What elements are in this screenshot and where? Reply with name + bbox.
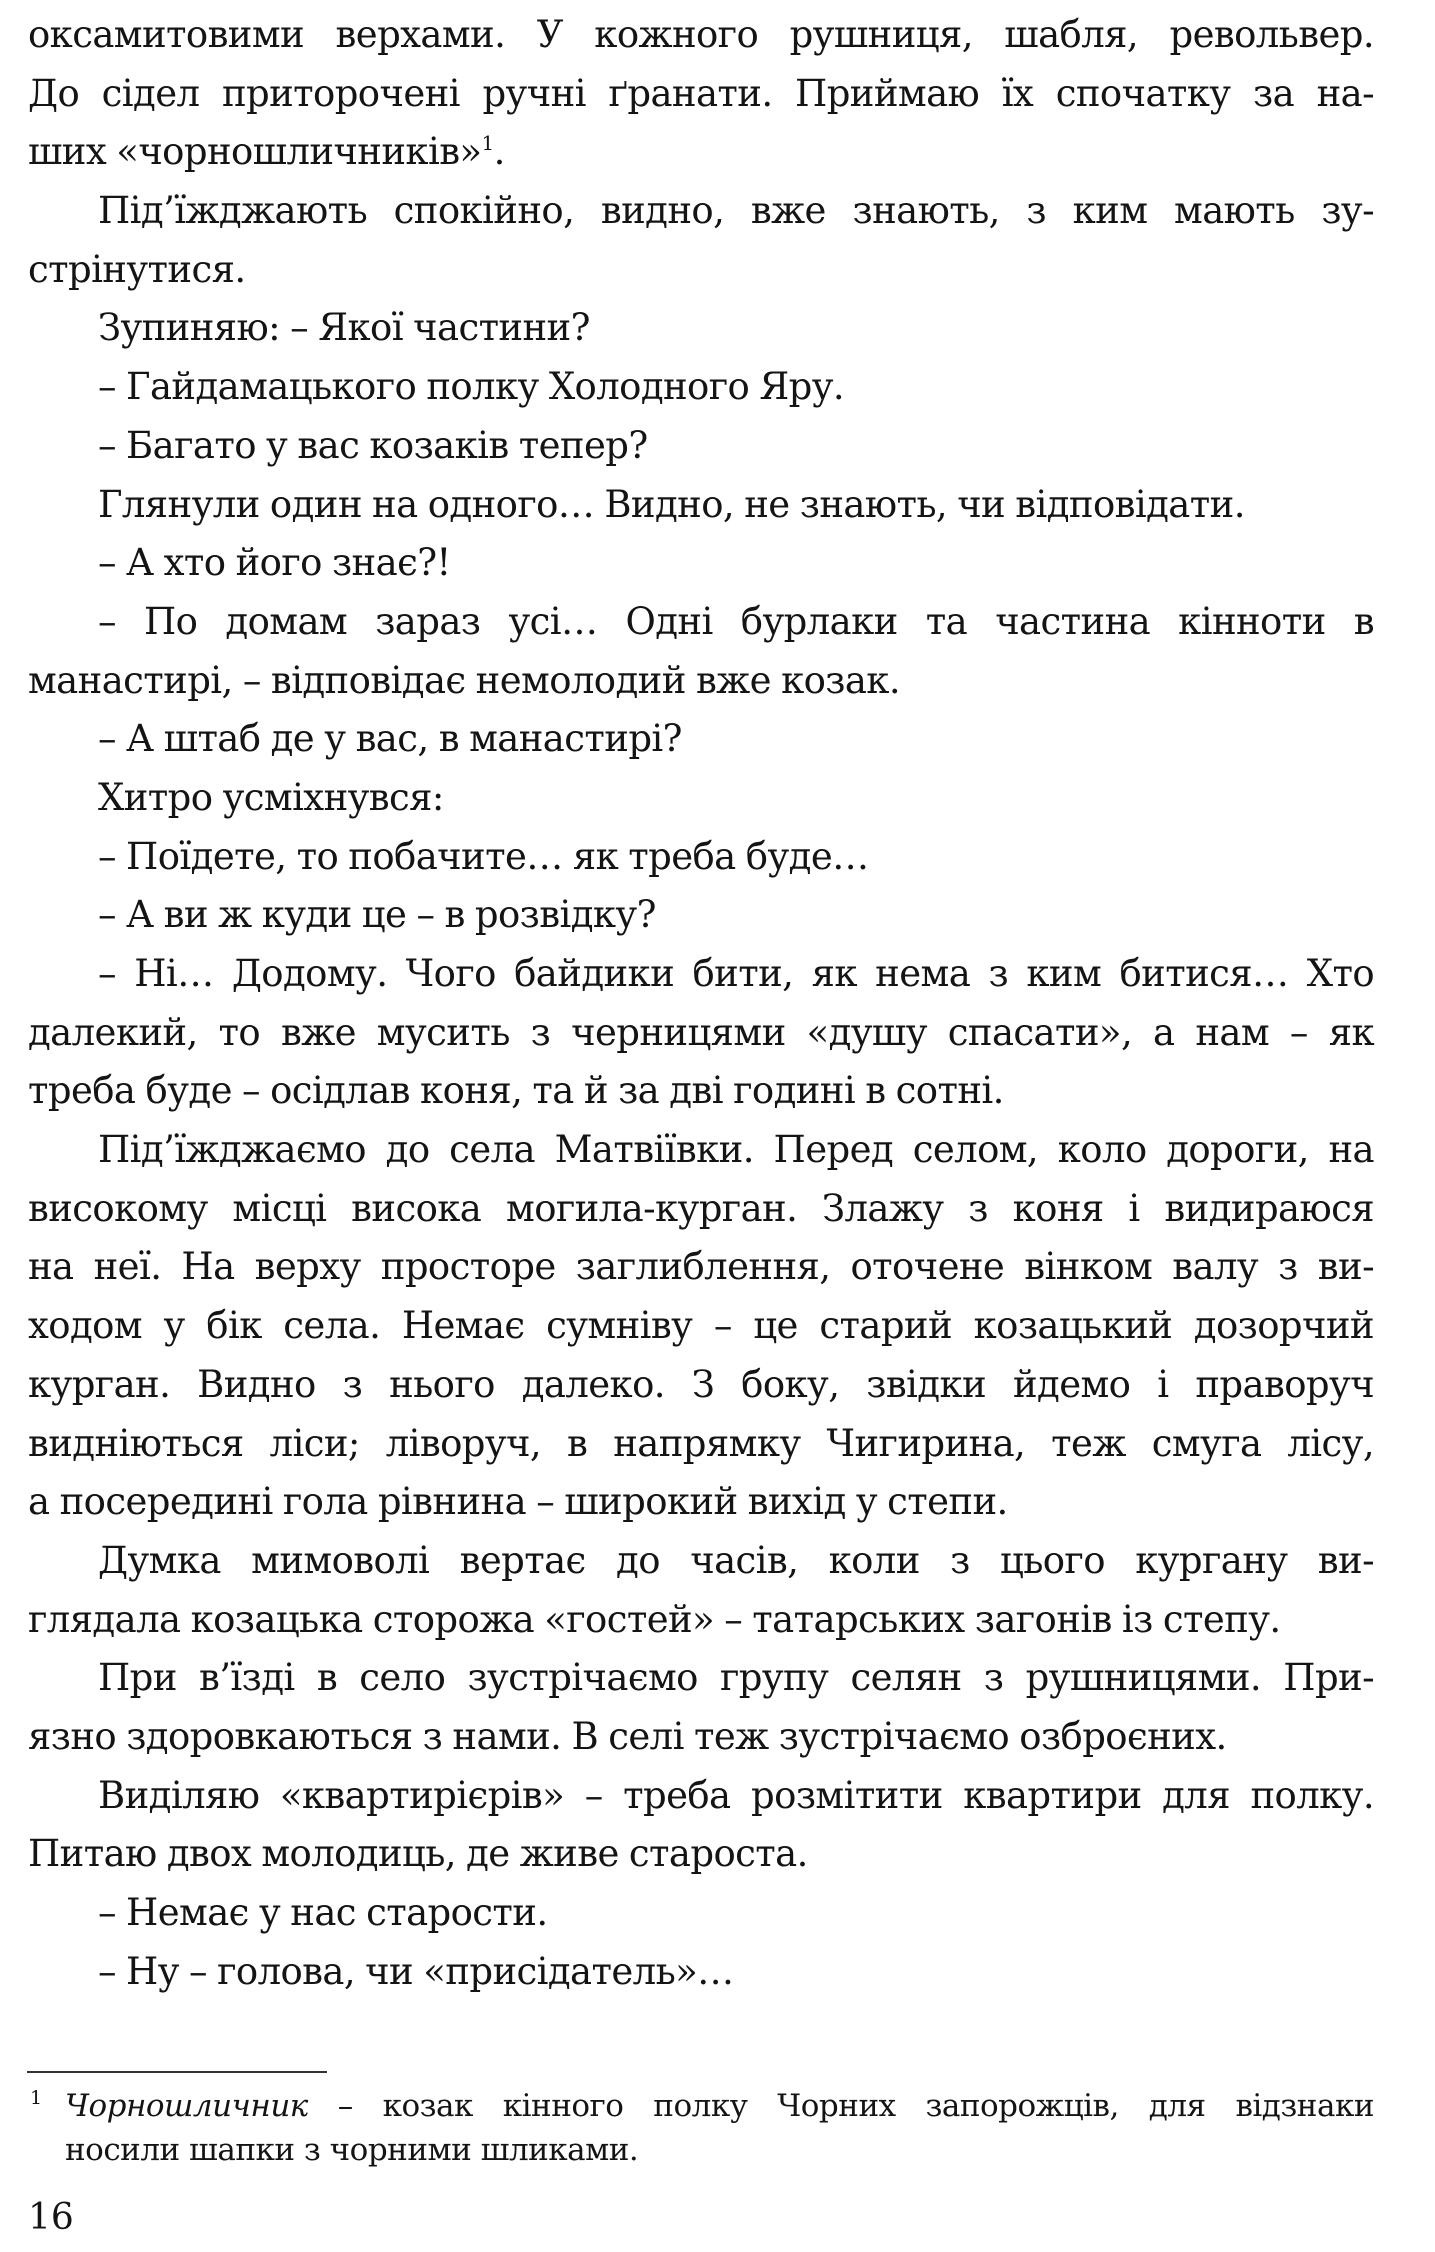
footnotes (28, 2084, 1374, 2172)
text-line-10: – А хто його знає?! (98, 541, 451, 585)
text-line-19: треба буде – осідлав коня, та й за дві годині в сотні. (28, 1069, 1004, 1113)
text-line-28: глядала козацька сторожа «гостей» – татарських загонів із степу. (28, 1597, 1281, 1641)
text-line-16: – А ви ж куди це – в розвідку? (98, 893, 656, 937)
text-line-18: далекий, то вже мусить з черницями «душу спасати», а нам – як (28, 1010, 1374, 1054)
footnote-separator (27, 2071, 327, 2073)
text-line-11: – По домам зараз усі… Одні бурлаки та частина кінноти в (98, 599, 1374, 643)
text-line-7: – Гайдамацького полку Холодного Яру. (98, 365, 845, 409)
text-line-2: До сідел приторочені ручні ґранати. Приймаю їх спочатку за на- (28, 71, 1374, 115)
text-line-9: Глянули один на одного… Видно, не знають, чи відповідати. (98, 482, 1245, 526)
page-number: 16 (28, 2197, 74, 2238)
text-line-3-main: ших «чорношличників» (28, 130, 482, 174)
text-line-4: Під’їжджають спокійно, видно, вже знають, з ким мають зу- (98, 189, 1374, 233)
footnote-marker: 1 (30, 2087, 42, 2109)
text-line-3 (28, 123, 1374, 182)
text-line-5: стрінутися. (28, 247, 246, 291)
text-line-27: Думка мимоволі вертає до часів, коли з цього кургану ви- (98, 1538, 1374, 1582)
text-line-6: Зупиняю: – Якої частини? (98, 306, 590, 350)
text-line-21: високому місці висока могила-курган. Злажу з коня і видираюся (28, 1186, 1374, 1230)
text-line-14: Хитро усміхнувся: (98, 775, 444, 819)
text-line-25: видніються ліси; ліворуч, в напрямку Чигирина, теж смуга лісу, (28, 1421, 1374, 1465)
text-line-33: – Немає у нас старости. (98, 1891, 548, 1934)
footnote-term: Чорношличник (65, 2088, 308, 2124)
text-line-12: манастирі, – відповідає немолодий вже козак. (28, 658, 900, 702)
footnote-reference[interactable]: 1 (481, 131, 494, 156)
footnote-1-line-2: носили шапки з чорними шликами. (65, 2132, 639, 2168)
text-line-24: курган. Видно з нього далеко. З боку, звідки йдемо і праворуч (28, 1362, 1374, 1406)
text-line-22: на неї. На верху просторе заглиблення, оточене вінком валу з ви- (28, 1245, 1374, 1289)
text-line-8: – Багато у вас козаків тепер? (98, 423, 648, 467)
text-line-1: оксамитовими верхами. У кожного рушниця, шабля, револьвер. (28, 13, 1374, 56)
text-line-15: – Поїдете, то побачите… як треба буде… (98, 834, 869, 878)
text-line-30: язно здоровкаються з нами. В селі теж зустрічаємо озброєних. (28, 1714, 1227, 1758)
text-line-26: а посередині гола рівнина – широкий вихід у степи. (28, 1480, 1008, 1524)
text-line-17: – Ні… Додому. Чого байдики бити, як нема з ким битися… Хто (98, 952, 1374, 995)
text-line-3-period: . (493, 130, 505, 174)
footnote-1-line-1 (28, 2084, 1374, 2128)
text-line-23: ходом у бік села. Немає сумніву – це старий козацький дозорчий (28, 1304, 1374, 1348)
text-line-32: Питаю двох молодиць, де живе староста. (28, 1832, 808, 1876)
text-line-29: При в’їзді в село зустрічаємо групу селян з рушницями. При- (98, 1656, 1374, 1700)
text-line-20: Під’їжджаємо до села Матвіївки. Перед селом, коло дороги, на (98, 1128, 1374, 1172)
footnote-definition: – козак кінного полку Чорних запорожців, для відзнаки (307, 2088, 1374, 2124)
page-body (28, 6, 1374, 2001)
text-line-31: Виділяю «квартирієрів» – треба розмітити квартири для полку. (98, 1773, 1374, 1817)
text-line-13: – А штаб де у вас, в манастирі? (98, 717, 682, 761)
text-line-34: – Ну – голова, чи «присідатель»… (98, 1949, 734, 1993)
